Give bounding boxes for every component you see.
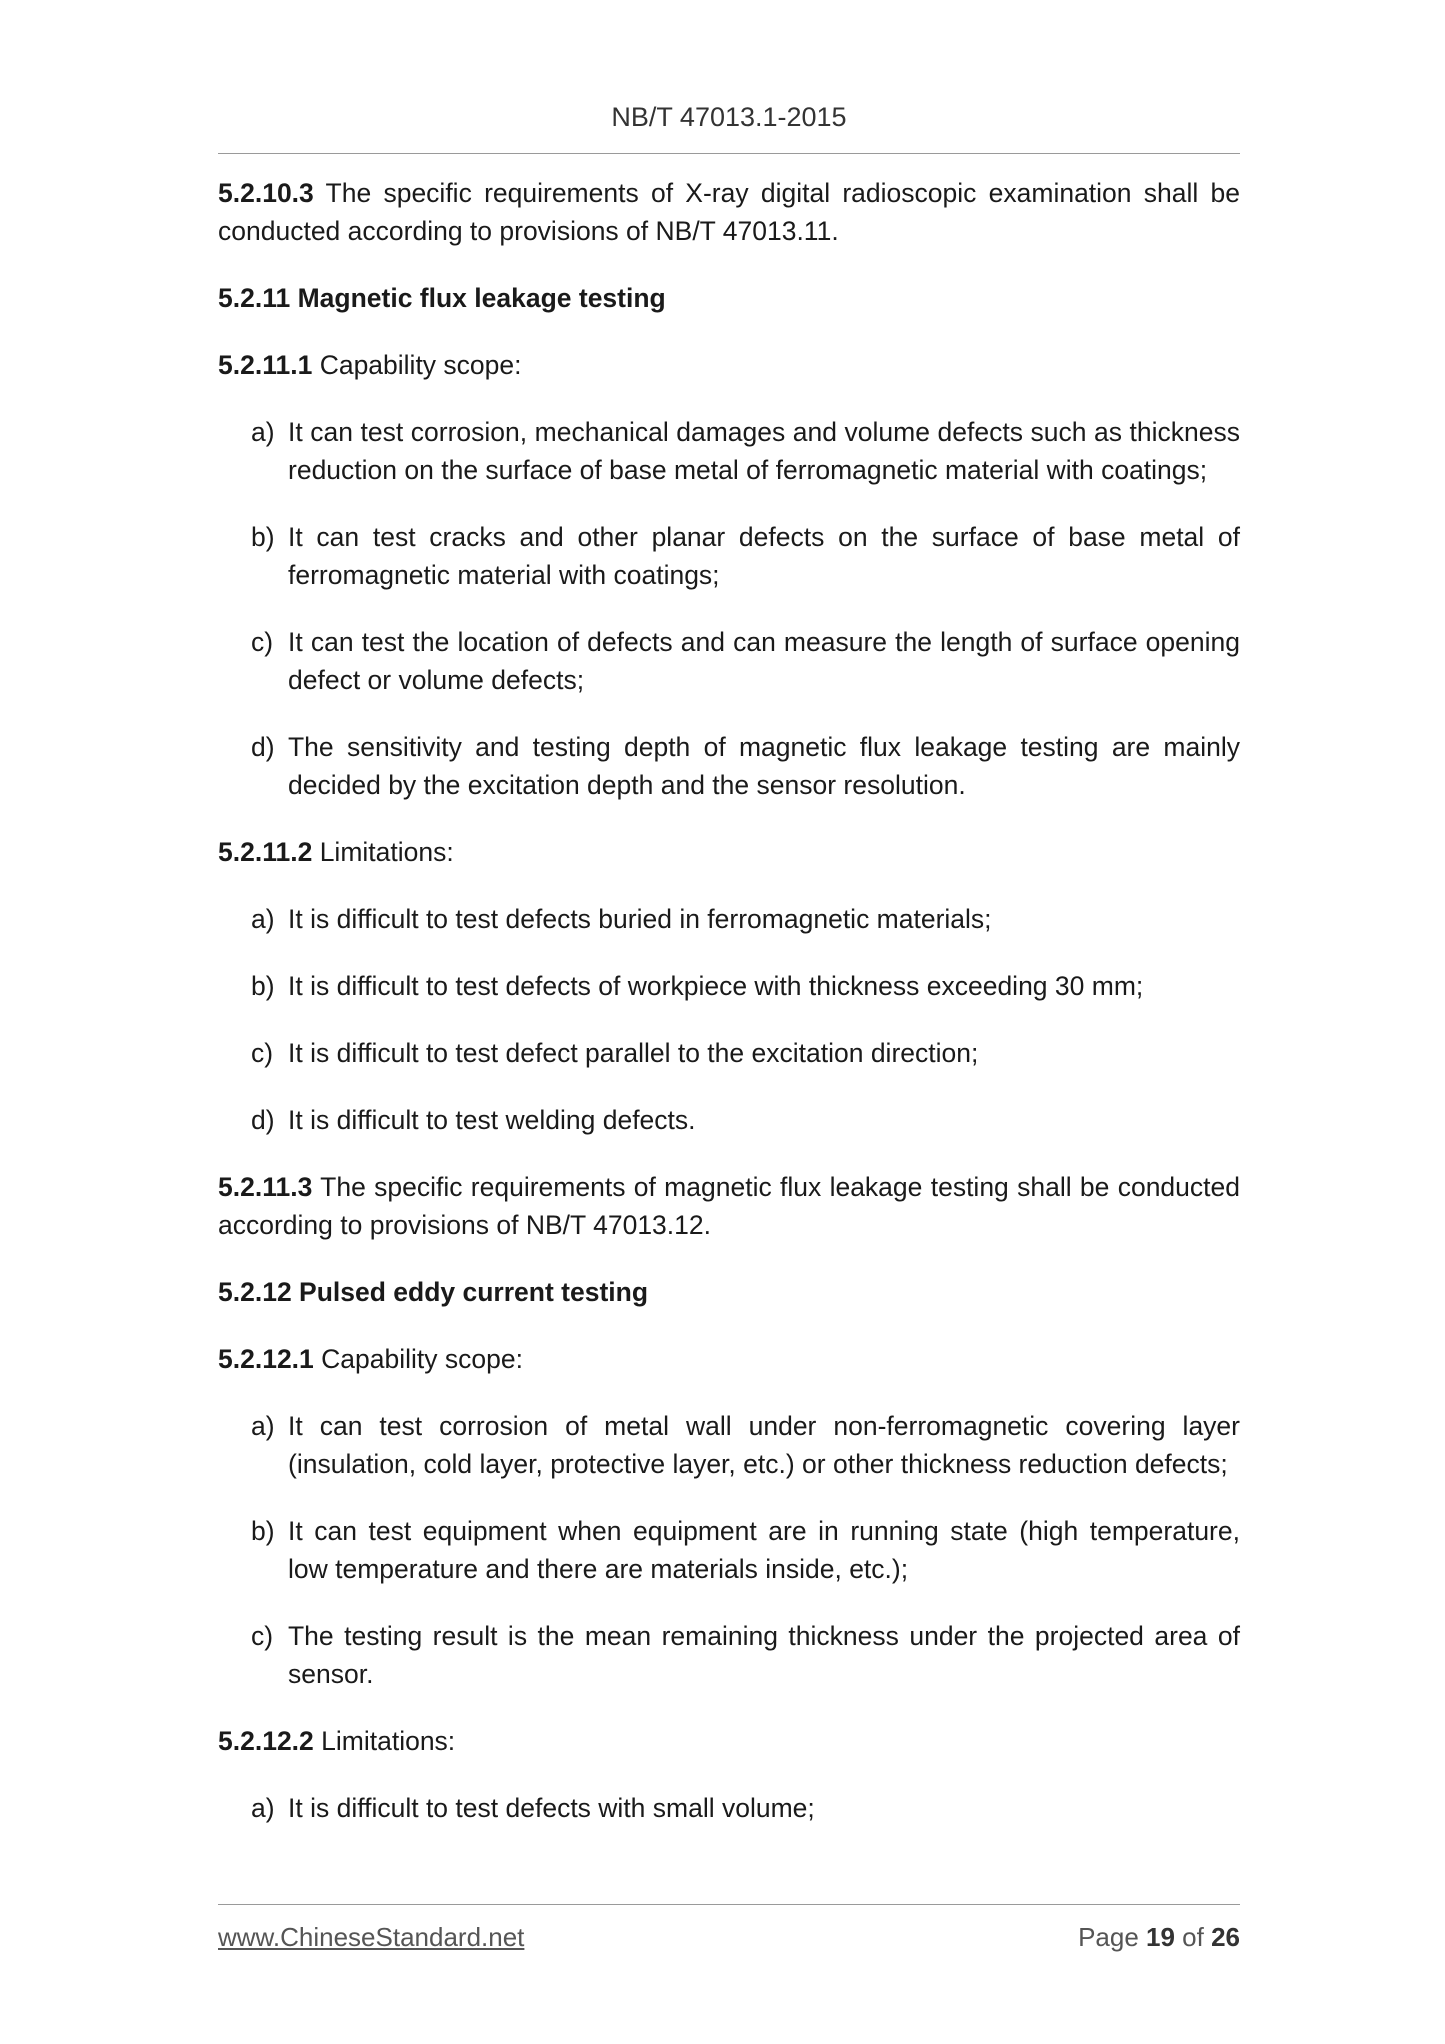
list-item: [218, 1512, 1240, 1588]
list-item-marker: b): [251, 1516, 275, 1546]
list-item-marker: a): [251, 1793, 275, 1823]
list-item: [218, 967, 1240, 1005]
list-item-marker: b): [251, 522, 275, 552]
list-item-marker: c): [251, 1621, 274, 1651]
list-item-text: It is difficult to test defects with small volume;: [288, 1793, 815, 1823]
list-item-text: The testing result is the mean remaining thickness under the projected area of sensor.: [288, 1621, 1240, 1689]
page-prefix: Page: [1078, 1922, 1147, 1952]
list-item-marker: c): [251, 1038, 274, 1068]
list-item-marker: d): [251, 1105, 275, 1135]
page-current: 19: [1146, 1922, 1175, 1952]
clause-paragraph: [218, 1340, 1240, 1378]
clause-paragraph: [218, 833, 1240, 871]
document-footer: [218, 1922, 1240, 1953]
list-item: [218, 1034, 1240, 1072]
footer-divider: [218, 1904, 1240, 1905]
page-indicator: [1078, 1922, 1240, 1953]
clause-number: 5.2.12.1: [218, 1344, 314, 1374]
document-body: [218, 174, 1240, 1856]
section-heading: 5.2.11 Magnetic flux leakage testing: [218, 283, 666, 313]
clause-number: 5.2.11.1: [218, 350, 313, 380]
list-item-text: It is difficult to test defect parallel to the excitation direction;: [288, 1038, 979, 1068]
document-header: NB/T 47013.1-2015: [611, 102, 847, 132]
clause-text: Limitations:: [312, 837, 454, 867]
list-item-text: It is difficult to test defects of workpiece with thickness exceeding 30 mm;: [288, 971, 1144, 1001]
page-total: 26: [1211, 1922, 1240, 1952]
clause-paragraph: [218, 1168, 1240, 1244]
clause-number: 5.2.12.2: [218, 1726, 314, 1756]
list-item-text: It can test the location of defects and can measure the length of surface opening defect or volume defects;: [288, 627, 1240, 695]
page-of: of: [1174, 1922, 1212, 1952]
list-item: [218, 728, 1240, 804]
clause-number: 5.2.11.2: [218, 837, 313, 867]
list-item-text: It is difficult to test welding defects.: [288, 1105, 696, 1135]
website-link[interactable]: www.ChineseStandard.net: [218, 1922, 525, 1952]
clause-text: The specific requirements of magnetic flux leakage testing shall be conducted according to provisions of NB/T 47013.12.: [218, 1172, 1240, 1240]
clause-number: 5.2.10.3: [218, 178, 314, 208]
clause-text: Capability scope:: [312, 350, 522, 380]
list-item: [218, 518, 1240, 594]
list-item-marker: a): [251, 904, 275, 934]
list-item: [218, 1789, 1240, 1827]
list-item-marker: c): [251, 627, 274, 657]
list-item-text: It can test equipment when equipment are in running state (high temperature, low temperature and there are materials inside, etc.);: [288, 1516, 1240, 1584]
list-item-text: It can test corrosion, mechanical damages and volume defects such as thickness reduction on the surface of base metal of ferromagnetic material with coatings;: [288, 417, 1240, 485]
list-item: [218, 413, 1240, 489]
list-item-text: It can test corrosion of metal wall under non-ferromagnetic covering layer (insulation, cold layer, protective layer, etc.) or other thickness reduction defects;: [288, 1411, 1240, 1479]
list-item: [218, 900, 1240, 938]
clause-paragraph: [218, 346, 1240, 384]
section-heading: 5.2.12 Pulsed eddy current testing: [218, 1277, 649, 1307]
list-item: [218, 623, 1240, 699]
list-item-marker: b): [251, 971, 275, 1001]
list-item: [218, 1407, 1240, 1483]
list-item-text: The sensitivity and testing depth of magnetic flux leakage testing are mainly decided by the excitation depth and the sensor resolution.: [288, 732, 1240, 800]
list-item: [218, 1617, 1240, 1693]
clause-text: Capability scope:: [313, 1344, 523, 1374]
list-item-marker: a): [251, 417, 275, 447]
list-item-text: It can test cracks and other planar defects on the surface of base metal of ferromagnetic material with coatings;: [288, 522, 1240, 590]
list-item-marker: a): [251, 1411, 275, 1441]
list-item-text: It is difficult to test defects buried in ferromagnetic materials;: [288, 904, 992, 934]
header-divider: [218, 153, 1240, 154]
clause-number: 5.2.11.3: [218, 1172, 313, 1202]
clause-text: Limitations:: [313, 1726, 456, 1756]
clause-paragraph: [218, 1722, 1240, 1760]
list-item: [218, 1101, 1240, 1139]
clause-paragraph: [218, 174, 1240, 250]
clause-text: The specific requirements of X-ray digital radioscopic examination shall be conducted according to provisions of NB/T 47013.11.: [218, 178, 1240, 246]
list-item-marker: d): [251, 732, 275, 762]
